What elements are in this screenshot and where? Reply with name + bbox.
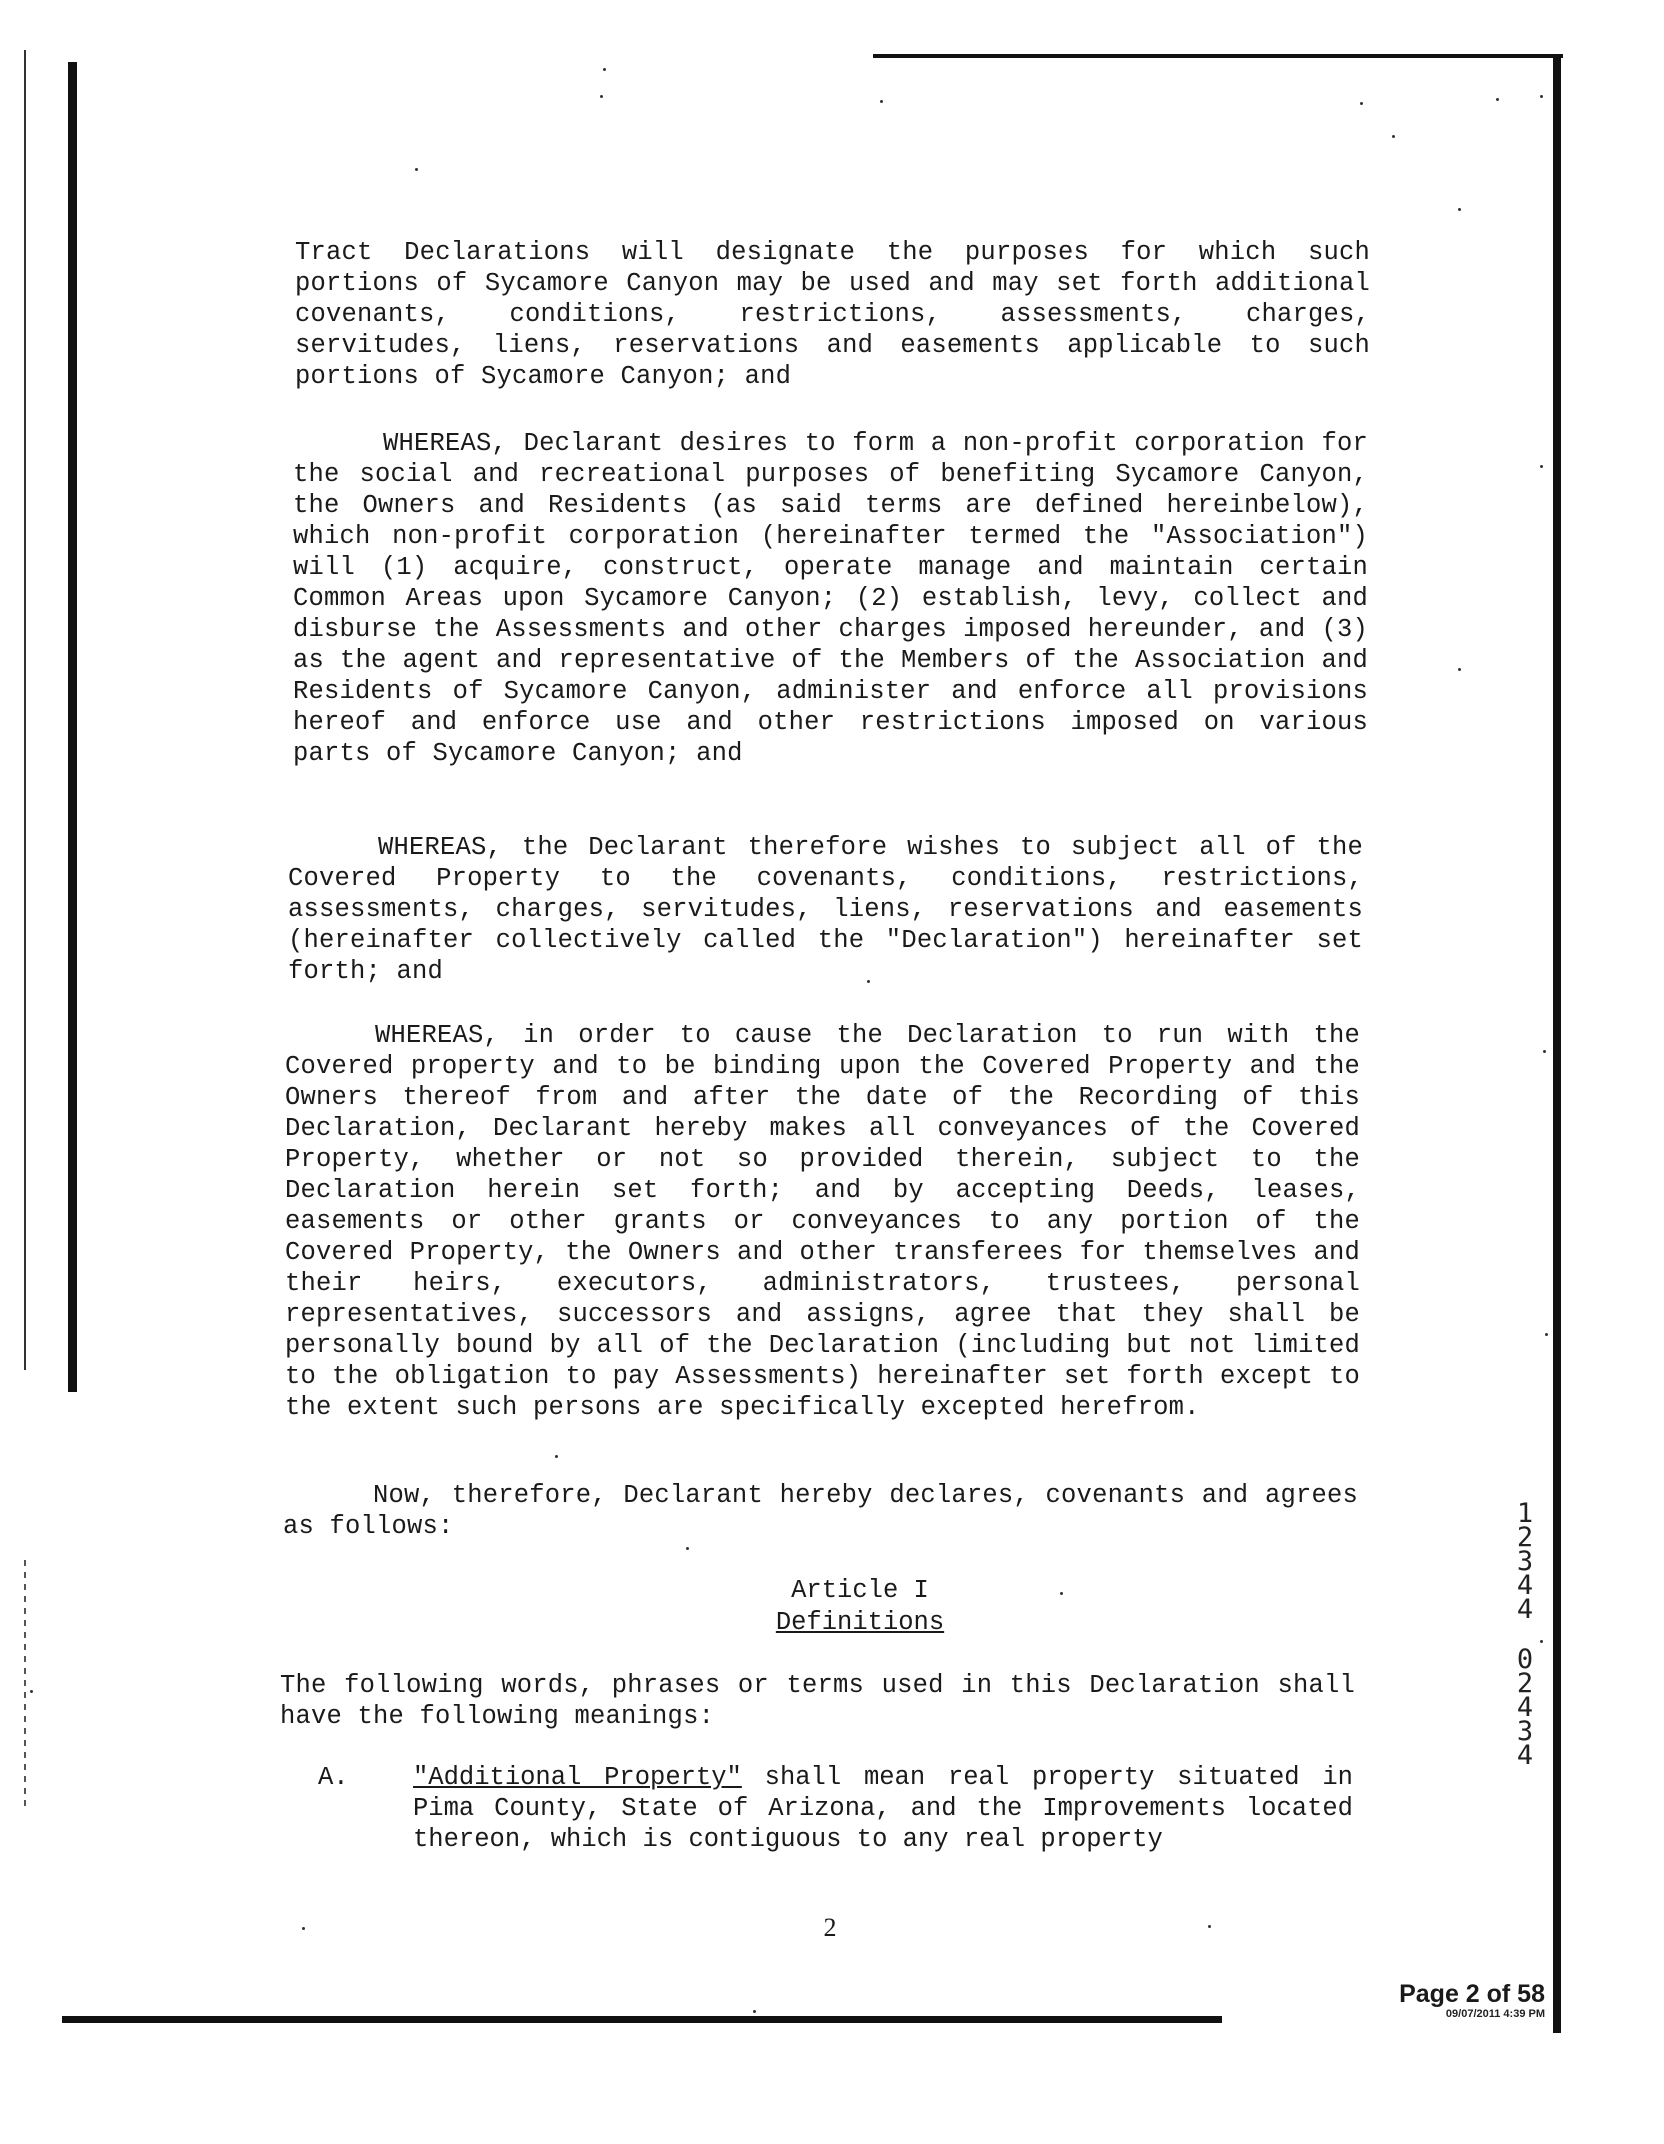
paragraph-whereas-association: WHEREAS, Declarant desires to form a non-profit corporation for the social and recreational purposes of benefiting Sycamore Canyon, the Owners and Residents (as said terms are defined hereinbelow), which non-profit corporation (hereinafter termed the "Association") will (1) acquire, construct, operate manage and maintain certain Common Areas upon Sycamore Canyon; (2) establish, levy, collect and disburse the Assessments and other charges imposed hereunder, and (3) as the agent and representative of the Members of the Association and Residents of Sycamore Canyon, administer and enforce all provisions hereof and enforce use and other restrictions imposed on various parts of Sycamore Canyon; and xyxy=(293,429,1368,768)
paragraph-definitions-intro: The following words, phrases or terms used in this Declaration shall have the following meanings: xyxy=(280,1671,1355,1731)
scan-speck xyxy=(1543,1050,1546,1053)
scan-speck xyxy=(880,100,883,103)
article-title: Definitions xyxy=(775,1608,945,1637)
scan-speck xyxy=(1540,95,1543,98)
scan-speck xyxy=(1540,1640,1543,1643)
paragraph-now-therefore: Now, therefore, Declarant hereby declares, covenants and agrees as follows: xyxy=(283,1481,1358,1541)
recording-digit: 1 xyxy=(1516,1498,1534,1529)
scan-speck xyxy=(1545,1333,1548,1336)
scan-speck xyxy=(1392,135,1395,138)
footer-timestamp: 09/07/2011 4:39 PM xyxy=(1445,2008,1545,2020)
article-heading xyxy=(540,1575,1180,1639)
scan-speck xyxy=(1458,208,1461,211)
scan-left-dashes xyxy=(24,1560,26,1810)
scan-left-edge xyxy=(24,50,26,1370)
recording-digit: 2 xyxy=(1516,1522,1534,1553)
recording-digit: 3 xyxy=(1516,1546,1534,1577)
scan-speck xyxy=(302,1927,305,1930)
scan-speck xyxy=(415,168,418,171)
definition-text: shall mean real property situated in Pima County, State of Arizona, and the Improvements located thereon, which is contiguous to any real property xyxy=(413,1763,1353,1854)
recording-digit: 4 xyxy=(1516,1594,1534,1625)
recording-number xyxy=(1513,1498,1537,1771)
scan-speck xyxy=(1540,465,1543,468)
scan-speck xyxy=(555,1455,558,1458)
recording-digit: 4 xyxy=(1516,1692,1534,1723)
paragraph-tract-declarations: Tract Declarations will designate the purposes for which such portions of Sycamore Canyon may be used and may set forth additional covenants, conditions, restrictions, assessments, charges, servitudes, liens, reservations and easements applicable to such portions of Sycamore Canyon; and xyxy=(295,238,1370,391)
scan-bottom-rule xyxy=(62,2016,1222,2023)
scan-speck xyxy=(603,68,606,71)
scan-speck xyxy=(1360,102,1363,105)
paragraph-whereas-subject: WHEREAS, the Declarant therefore wishes to subject all of the Covered Property to the covenants, conditions, restrictions, assessments, charges, servitudes, liens, reservations and easements (hereinafter collectively called the "Declaration") hereinafter set forth; and xyxy=(288,833,1363,986)
scan-speck xyxy=(1208,1925,1211,1928)
recording-digit: 2 xyxy=(1516,1668,1534,1699)
definition-marker: A. xyxy=(318,1763,349,1792)
scan-speck xyxy=(600,95,603,98)
footer-page-label: Page 2 of 58 xyxy=(1399,1980,1545,2008)
article-number: Article I xyxy=(791,1576,929,1605)
scan-speck xyxy=(1458,668,1461,671)
scan-speck xyxy=(1496,98,1499,101)
paragraph-whereas-binding: WHEREAS, in order to cause the Declaration to run with the Covered property and to be binding upon the Covered Property and the Owners thereof from and after the date of the Recording of this Declaration, Declarant hereby makes all conveyances of the Covered Property, whether or not so provided therein, subject to the Declaration herein set forth; and by accepting Deeds, leases, easements or other grants or conveyances to any portion of the Covered Property, the Owners and other transferees for themselves and their heirs, executors, administrators, trustees, personal representatives, successors and assigns, agree that they shall be personally bound by all of the Declaration (including but not limited to the obligation to pay Assessments) hereinafter set forth except to the extent such persons are specifically excepted herefrom. xyxy=(285,1021,1360,1422)
page-number: 2 xyxy=(823,1913,837,1942)
scan-speck xyxy=(753,2010,756,2013)
scan-speck xyxy=(686,1547,689,1550)
recording-digit: 4 xyxy=(1516,1570,1534,1601)
recording-digit: 4 xyxy=(1516,1740,1534,1771)
definition-term: "Additional Property" xyxy=(413,1763,742,1792)
scan-top-rule xyxy=(873,54,1563,58)
scan-left-bar xyxy=(68,62,77,1392)
recording-digit: 0 xyxy=(1516,1644,1534,1675)
recording-digit: 3 xyxy=(1516,1716,1534,1747)
scan-right-bar xyxy=(1553,56,1561,2033)
scan-speck xyxy=(30,1690,33,1693)
definition-additional-property xyxy=(413,1762,1353,1855)
